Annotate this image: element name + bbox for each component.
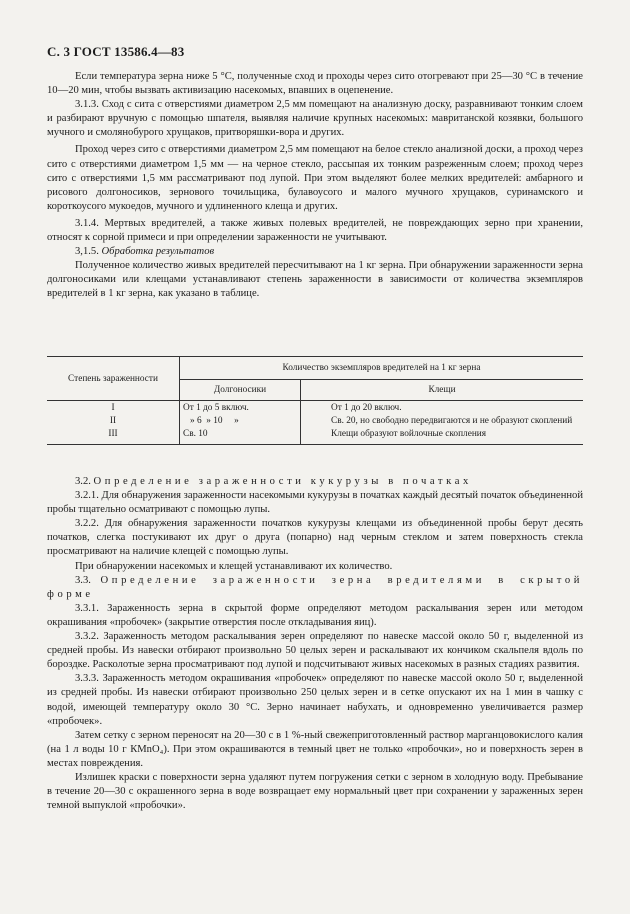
infestation-table (47, 356, 583, 445)
section-heading (47, 245, 583, 259)
paragraph: При обнаружении насекомых и клещей устанавливают их количество. (75, 560, 393, 572)
paragraph: 3.2.1. Для обнаружения зараженности насекомыми кукурузы в початках каждый десятый початок объединенной пробы тщательно осматривают с помощью лупы. (47, 490, 583, 516)
section-heading (47, 574, 583, 602)
table-cell-weevils: » 6 » 10 » (180, 414, 301, 427)
table-header-mites: Клещи (301, 380, 584, 401)
paragraph: 3.1.4. Мертвых вредителей, а также живых полевых вредителей, не повреждающих зерно при хранении, относят к сорной примеси и при определении зараженности не учитывают. (47, 217, 583, 244)
section-title: Определение зараженности зерна вредителями в скрытой форме (47, 574, 583, 600)
table-row (47, 414, 583, 427)
table-cell-mites (301, 401, 584, 415)
paragraph: 3.1.3. Сход с сита с отверстиями диаметром 2,5 мм помещают на анализную доску, разравнивают тонким слоем и разбирают вручную с помощью шпателя, выявляя наличие крупных насекомых: мавританской козявки, большого мучного и смолянобурого хрущаков, притворяшки-вора и других. (47, 99, 583, 139)
table-cell-mites-text: От 1 до 20 включ. (331, 403, 402, 413)
paragraph: Затем сетку с зерном переносят на 20—30 с в 1 %-ный свежеприготовленный раствор марганцовокислого калия (на 1 л воды 10 г КМnО₄). При этом окрашиваются в темный цвет не только «пробочки», но и поверхность зерен в местах повреждения. (47, 729, 583, 769)
paragraph: Полученное количество живых вредителей пересчитывают на 1 кг зерна. При обнаружении зараженности зерна долгоносиками или клещами устанавливают степень зараженности в зависимости от количества экземпляров вредителей в 1 кг зерна, как указано в таблице. (47, 260, 583, 300)
table-header-count: Количество экземпляров вредителей на 1 кг зерна (282, 363, 481, 373)
table-cell-degree: III (47, 427, 180, 445)
paragraph: 3.3.3. Зараженность методом окрашивания «пробочек» определяют по навеске массой около 50 г, выделенной из средней пробы. Из навески отбирают произвольно 250 целых зерен и в сетке опускают их на 1 мин в чашку с водой, имеющей температуру около 30 °С. Зерно начинает набухать, и одновременно увеличивается размер «пробочек». (47, 673, 583, 727)
page-header: С. 3 ГОСТ 13586.4—83 (47, 44, 185, 59)
paragraph: 3.3.2. Зараженность методом раскалывания зерен определяют по навеске массой около 50 г, выделенной из средней пробы. Из навески отбирают произвольно 50 целых зерен и раскалывают их кончиком скальпеля вдоль по бороздке. Расколотые зерна просматривают под лупой и подсчитывают живых насекомых в разных стадиях развития. (47, 631, 583, 671)
section-number: 3.2. (75, 476, 91, 487)
table-header-weevils: Долгоносики (180, 380, 301, 401)
table-cell-degree: II (47, 414, 180, 427)
section-heading (47, 475, 583, 489)
table-header-degree: Степень зараженности (47, 357, 180, 401)
paragraph: 3.2.2. Для обнаружения зараженности початков кукурузы клещами из объединенной пробы берут десять початков, слегка постукивают их друг о друга (попарно) над черным стеклом и затем поверхность стекла просматривают на наличие клещей с помощью лупы. (47, 518, 583, 558)
paragraph: Излишек краски с поверхности зерна удаляют путем погружения сетки с зерном в холодную воду. Пребывание в течение 20—30 с окрашенного зерна в воде возвращает ему нормальный цвет при сохранении у зараженных зерен темной выпуклой «пробочки». (47, 771, 583, 812)
table-cell-weevils: Св. 10 (180, 427, 301, 445)
table-cell-mites (301, 414, 584, 427)
table-cell-mites-text: Св. 20, но свободно передвигаются и не образуют скоплений (331, 416, 573, 426)
section-title: Определение зараженности кукурузы в початках (93, 476, 472, 487)
table-row (47, 427, 583, 445)
section-title: Обработка результатов (101, 246, 215, 258)
table-row (47, 401, 583, 415)
table-cell-weevils: От 1 до 5 включ. (180, 401, 301, 415)
text-block-2 (47, 475, 583, 813)
paragraph: 3.3.1. Зараженность зерна в скрытой форме определяют методом раскалывания зерен или методом окрашивания «пробочек» (закрытие отверстия после откладывания яиц). (47, 602, 583, 628)
table-cell-mites-text: Клещи образуют войлочные скопления (331, 429, 487, 439)
paragraph: Если температура зерна ниже 5 °С, полученные сход и проходы через сито отогревают при 25—30 °С в течение 10—20 мин, чтобы вызвать активизацию насекомых, впавших в оцепенение. (47, 71, 583, 97)
section-number: 3,1.5. (75, 246, 99, 258)
table-cell-mites (301, 427, 584, 445)
text-block-1 (47, 70, 583, 302)
paragraph: Проход через сито с отверстиями диаметром 2,5 мм помещают на белое стекло анализной доски, а проход через сито с отверстиями диаметром 1,5 мм — на черное стекло, рассыпая их тонким разреженным слоем; проход через сито с отверстиями 1,5 мм рассматривают под лупой. При этом выделяют более мелких вредителей: амбарного и рисового долгоносиков, зернового точильщика, булавоусого и малого мучного хрущаков, суринамского и короткоусого мукоедов, мучного и удлиненного клеща и других. (47, 144, 583, 212)
section-number: 3.3. (75, 574, 91, 586)
table-cell-degree: I (47, 401, 180, 415)
